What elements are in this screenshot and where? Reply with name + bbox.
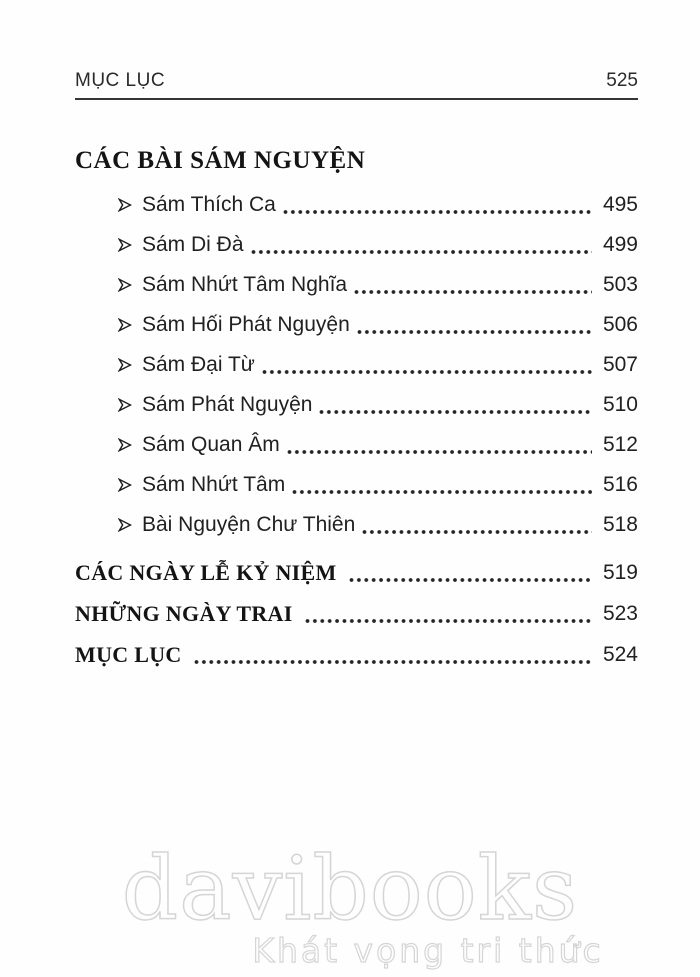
toc-item-label: Sám Thích Ca xyxy=(142,193,276,216)
toc-item xyxy=(75,465,638,505)
watermark-tagline: Khát vọng tri thức xyxy=(252,930,604,970)
toc-item-page: 518 xyxy=(602,513,638,536)
arrow-bullet-icon xyxy=(118,318,132,332)
toc-item xyxy=(75,425,638,465)
toc-item-page: 510 xyxy=(602,393,638,416)
toc-item-page: 516 xyxy=(602,473,638,496)
toc-item xyxy=(75,305,638,345)
toc-item-label: Sám Phát Nguyện xyxy=(142,393,313,416)
arrow-bullet-icon xyxy=(118,238,132,252)
toc-item xyxy=(75,345,638,385)
toc-section-page: 524 xyxy=(602,642,638,666)
dot-leader xyxy=(262,368,592,376)
toc-section-label: CÁC NGÀY LỄ KỶ NIỆM xyxy=(75,559,337,585)
running-header-title: MỤC LỤC xyxy=(75,70,166,91)
dot-leader xyxy=(292,488,592,496)
arrow-bullet-icon xyxy=(118,518,132,532)
page-content xyxy=(75,0,638,675)
toc-section-list xyxy=(75,552,638,675)
arrow-bullet-icon xyxy=(118,278,132,292)
running-header-page-number: 525 xyxy=(606,70,638,91)
toc-section-page: 523 xyxy=(602,601,638,625)
arrow-bullet-icon xyxy=(118,478,132,492)
toc-item xyxy=(75,385,638,425)
toc-section-item xyxy=(75,593,638,634)
toc-item xyxy=(75,225,638,265)
dot-leader xyxy=(357,328,592,336)
toc-section-item xyxy=(75,552,638,593)
toc-item-label: Sám Quan Âm xyxy=(142,433,280,456)
dot-leader xyxy=(319,408,592,416)
toc-item xyxy=(75,265,638,305)
toc-item-label: Sám Nhứt Tâm xyxy=(142,473,286,496)
toc-section-label: NHỮNG NGÀY TRAI xyxy=(75,600,293,626)
toc-item-page: 506 xyxy=(602,313,638,336)
toc-item-label: Sám Di Đà xyxy=(142,233,244,256)
toc-section-item xyxy=(75,634,638,675)
dot-leader xyxy=(287,448,592,456)
section-heading: CÁC BÀI SÁM NGUYỆN xyxy=(75,147,366,174)
arrow-bullet-icon xyxy=(118,438,132,452)
watermark xyxy=(0,836,700,970)
toc-item-page: 503 xyxy=(602,273,638,296)
toc-list xyxy=(75,185,638,545)
toc-section-label: MỤC LỤC xyxy=(75,641,182,667)
arrow-bullet-icon xyxy=(118,398,132,412)
toc-item-page: 507 xyxy=(602,353,638,376)
arrow-bullet-icon xyxy=(118,198,132,212)
toc-item xyxy=(75,185,638,225)
running-header xyxy=(75,70,638,100)
dot-leader xyxy=(354,288,592,296)
arrow-bullet-icon xyxy=(118,358,132,372)
toc-section-page: 519 xyxy=(602,560,638,584)
dot-leader xyxy=(349,576,592,584)
dot-leader xyxy=(362,528,592,536)
toc-item-page: 495 xyxy=(602,193,638,216)
dot-leader xyxy=(251,248,592,256)
toc-item-label: Sám Nhứt Tâm Nghĩa xyxy=(142,273,348,296)
dot-leader xyxy=(194,658,592,666)
toc-item xyxy=(75,505,638,545)
toc-item-label: Sám Hối Phát Nguyện xyxy=(142,313,350,336)
toc-item-page: 499 xyxy=(602,233,638,256)
watermark-logo-text: davibooks xyxy=(121,836,579,940)
toc-item-label: Bài Nguyện Chư Thiên xyxy=(142,513,356,536)
toc-item-page: 512 xyxy=(602,433,638,456)
toc-item-label: Sám Đại Từ xyxy=(142,353,255,376)
dot-leader xyxy=(283,208,592,216)
dot-leader xyxy=(305,617,592,625)
